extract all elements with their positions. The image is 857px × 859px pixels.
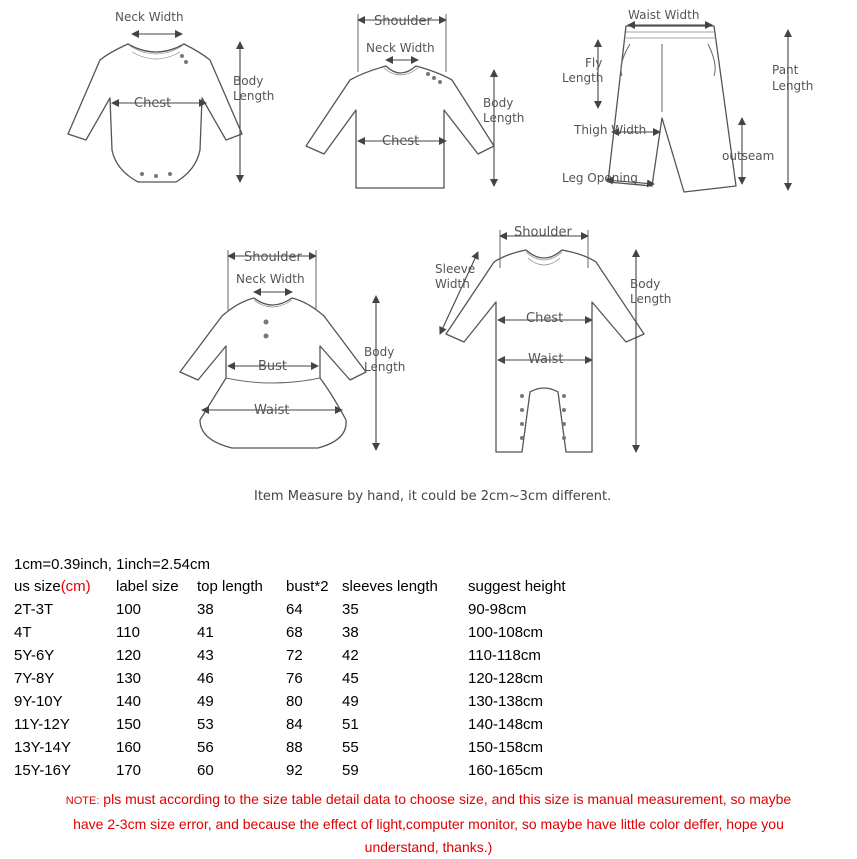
cell-label-size: 140	[116, 693, 142, 710]
bodysuit-neck-width-label: Neck Width	[115, 10, 184, 24]
cell-bust: 92	[286, 762, 303, 779]
cell-label-size: 100	[116, 601, 142, 618]
bodysuit-figure	[68, 10, 274, 182]
pants-pant-length-label-1: Pant	[772, 63, 799, 77]
cell-bust: 64	[286, 601, 303, 618]
romper-body-length-label-2: Length	[630, 292, 672, 306]
pants-fly-length-label-2: Length	[562, 71, 604, 85]
cell-top-length: 53	[197, 716, 214, 733]
cell-sleeves-length: 49	[342, 693, 359, 710]
cell-sleeves-length: 59	[342, 762, 359, 779]
cell-us-size: 4T	[14, 624, 32, 641]
pants-outseam-label: outseam	[722, 149, 775, 163]
dress-body-length-label-1: Body	[364, 345, 395, 359]
top-chest-label: Chest	[382, 134, 420, 149]
cell-label-size: 110	[116, 624, 140, 641]
dress-shoulder-label: Shoulder	[244, 250, 302, 265]
table-row	[0, 716, 857, 738]
cell-suggest-height: 110-118cm	[468, 647, 541, 664]
romper-sleeve-width-label-2: Width	[435, 277, 470, 291]
romper-body-length-label-1: Body	[630, 277, 661, 291]
cell-label-size: 170	[116, 762, 142, 779]
cell-sleeves-length: 51	[342, 716, 359, 733]
top-shoulder-label: Shoulder	[374, 14, 432, 29]
cell-label-size: 150	[116, 716, 142, 733]
bodysuit-body-length-label-1: Body	[233, 74, 264, 88]
table-header-row	[0, 578, 857, 600]
cell-bust: 76	[286, 670, 303, 687]
dress-bust-label: Bust	[258, 359, 288, 374]
header-sleeves-length: sleeves length	[342, 578, 438, 595]
cell-bust: 68	[286, 624, 303, 641]
cell-top-length: 41	[197, 624, 214, 641]
cell-top-length: 38	[197, 601, 214, 618]
header-suggest-height: suggest height	[468, 578, 566, 595]
table-row	[0, 762, 857, 784]
unit-conversion: 1cm=0.39inch, 1inch=2.54cm	[14, 556, 210, 573]
top-body-length-label-1: Body	[483, 96, 514, 110]
cell-bust: 80	[286, 693, 303, 710]
cell-sleeves-length: 45	[342, 670, 359, 687]
cell-us-size: 2T-3T	[14, 601, 54, 618]
romper-shoulder-label: Shoulder	[514, 225, 572, 240]
cell-suggest-height: 140-148cm	[468, 716, 544, 733]
cell-suggest-height: 160-165cm	[468, 762, 544, 779]
cell-bust: 72	[286, 647, 303, 664]
cell-sleeves-length: 38	[342, 624, 359, 641]
cell-sleeves-length: 42	[342, 647, 359, 664]
romper-figure	[435, 225, 671, 452]
cell-us-size: 15Y-16Y	[14, 762, 71, 779]
cell-suggest-height: 90-98cm	[468, 601, 527, 618]
cell-top-length: 56	[197, 739, 214, 756]
bodysuit-chest-label: Chest	[134, 96, 172, 111]
dress-body-length-label-2: Length	[364, 360, 406, 374]
romper-sleeve-width-label-1: Sleeve	[435, 262, 476, 276]
header-top-length: top length	[197, 578, 263, 595]
note-prefix: NOTE:	[65, 795, 100, 807]
cell-suggest-height: 120-128cm	[468, 670, 544, 687]
cell-suggest-height: 130-138cm	[468, 693, 544, 710]
cell-us-size: 9Y-10Y	[14, 693, 63, 710]
cell-us-size: 13Y-14Y	[14, 739, 71, 756]
cell-sleeves-length: 55	[342, 739, 359, 756]
romper-chest-label: Chest	[526, 311, 564, 326]
measure-note: Item Measure by hand, it could be 2cm~3cm different.	[254, 489, 612, 504]
note-line-1: NOTE: pls must according to the size table detail data to choose size, and this size is manual measurement, so maybe	[65, 791, 792, 807]
cell-top-length: 49	[197, 693, 214, 710]
dress-waist-label: Waist	[254, 403, 290, 418]
cell-bust: 88	[286, 739, 303, 756]
pants-fly-length-label-1: Fly	[585, 56, 603, 70]
cell-top-length: 43	[197, 647, 214, 664]
cell-us-size: 7Y-8Y	[14, 670, 55, 687]
table-row	[0, 601, 857, 623]
top-body-length-label-2: Length	[483, 111, 525, 125]
top-neck-width-label: Neck Width	[366, 41, 435, 55]
table-row	[0, 693, 857, 715]
cell-suggest-height: 100-108cm	[468, 624, 544, 641]
cell-label-size: 160	[116, 739, 142, 756]
note-line-2: have 2-3cm size error, and because the effect of light,computer monitor, so maybe have little color deffer, hope you	[73, 816, 784, 832]
bodysuit-body-length-label-2: Length	[233, 89, 275, 103]
table-row	[0, 670, 857, 692]
table-row	[0, 739, 857, 761]
cell-label-size: 120	[116, 647, 142, 664]
header-bust: bust*2	[286, 578, 329, 595]
cell-us-size: 11Y-12Y	[14, 716, 70, 733]
cell-suggest-height: 150-158cm	[468, 739, 544, 756]
pants-thigh-width-label: Thigh Width	[574, 123, 647, 137]
pants-figure	[562, 8, 813, 192]
header-us-size: us size(cm)	[14, 578, 91, 595]
cell-bust: 84	[286, 716, 303, 733]
dress-neck-width-label: Neck Width	[236, 272, 305, 286]
table-row	[0, 624, 857, 646]
romper-waist-label: Waist	[528, 352, 564, 367]
cell-us-size: 5Y-6Y	[14, 647, 55, 664]
cell-label-size: 130	[116, 670, 142, 687]
note-line-3: understand, thanks.)	[364, 839, 493, 855]
header-label-size: label size	[116, 578, 179, 595]
cell-sleeves-length: 35	[342, 601, 359, 618]
pants-pant-length-label-2: Length	[772, 79, 814, 93]
dress-figure	[180, 250, 405, 450]
pants-leg-opening-label: Leg Opening	[562, 171, 638, 185]
top-figure	[306, 14, 524, 188]
cell-top-length: 60	[197, 762, 214, 779]
cell-top-length: 46	[197, 670, 214, 687]
size-note	[0, 788, 857, 859]
pants-waist-width-label: Waist Width	[628, 8, 700, 22]
table-row	[0, 647, 857, 669]
